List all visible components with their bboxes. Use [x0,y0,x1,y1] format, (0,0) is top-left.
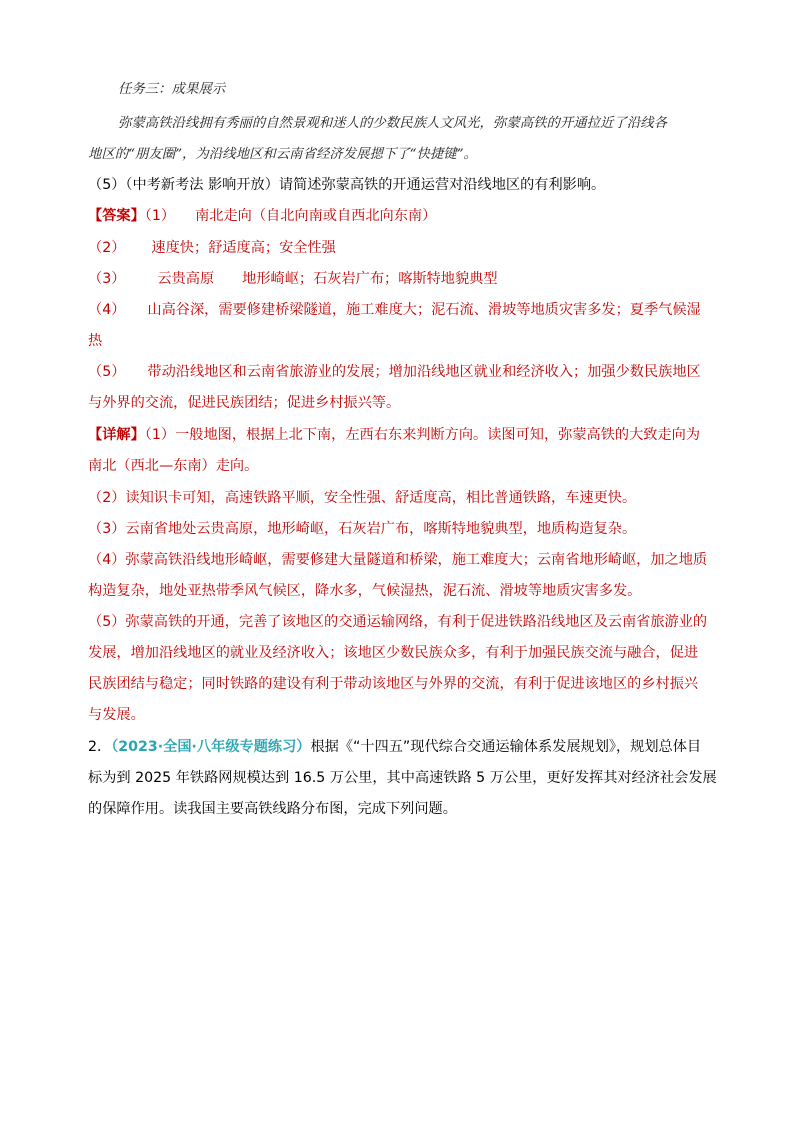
question-2-line-1: 根据《“十四五”现代综合交通运输体系发展规划》，规划总体目 [310,739,702,755]
answer-5-number: （5） [88,364,126,380]
answer-3-text-1: 云贵高原 [157,271,215,287]
question-5 [88,175,605,195]
question-2 [88,737,701,757]
answer-label: 【答案】 [88,208,145,224]
detail-3: （3）云南省地处云贵高原，地形崎岖，石灰岩广布，喀斯特地貌典型，地质构造复杂。 [88,521,637,537]
detail-5-line-2: 发展，增加沿线地区的就业及经济收入；该地区少数民族众多，有利于加强民族交流与融合，促进 [88,645,699,661]
detail-1-line-1: （1）一般地图，根据上北下南，左西右东来判断方向。读图可知，弥蒙高铁的大致走向为 [144,427,701,443]
detail-4-line-1: （4）弥蒙高铁沿线地形崎岖，需要修建大量隧道和桥梁，施工难度大；云南省地形崎岖，加之地质 [88,552,708,568]
question-2-source: （2023·全国·八年级专题练习） [111,739,311,755]
detail-1 [88,425,700,445]
question-2-line-3: 的保障作用。读我国主要高铁线路分布图，完成下列问题。 [88,801,457,817]
answer-5-text-line-1: 带动沿线地区和云南省旅游业的发展；增加沿线地区就业和经济收入；加强少数民族地区 [147,364,701,380]
question-2-number: 2． [88,739,112,755]
task-paragraph-line-2: 地区的“朋友圈”，为沿线地区和云南省经济发展摁下了“快捷键”。 [88,147,477,162]
task-heading: 任务三：成果展示 [118,82,226,97]
detail-2: （2）读知识卡可知，高速铁路平顺，安全性强、舒适度高，相比普通铁路，车速更快。 [88,490,637,506]
answer-1 [88,206,436,226]
answer-3 [88,269,498,289]
answer-1-number: （1） [144,208,176,224]
answer-2-text: 速度快；舒适度高；安全性强 [151,240,336,256]
detail-label: 【详解】 [88,427,145,443]
detail-5-line-3: 民族团结与稳定；同时铁路的建设有利于带动该地区与外界的交流，有利于促进该地区的乡村振兴 [88,676,699,692]
detail-4-line-2: 构造复杂，地处亚热带季风气候区，降水多，气候湿热，泥石流、滑坡等地质灾害多发。 [88,583,642,599]
task-paragraph-line-1: 弥蒙高铁沿线拥有秀丽的自然景观和迷人的少数民族人文风光，弥蒙高铁的开通拉近了沿线各 [118,116,668,131]
answer-4 [88,300,701,320]
question-5-tag: （中考新考法 影响开放） [125,177,279,193]
answer-2-number: （2） [88,240,126,256]
detail-5-line-1: （5）弥蒙高铁的开通，完善了该地区的交通运输网络，有利于促进铁路沿线地区及云南省旅游业的 [88,614,708,630]
answer-5 [88,362,701,382]
answer-4-number: （4） [88,302,126,318]
answer-3-text-2: 地形崎岖；石灰岩广布；喀斯特地貌典型 [242,271,498,287]
answer-4-line-2: 热 [88,333,103,349]
detail-1-line-2: 南北（西北—东南）走向。 [88,458,259,474]
answer-4-text-line-1: 山高谷深，需要修建桥梁隧道，施工难度大；泥石流、滑坡等地质灾害多发；夏季气候湿 [147,302,701,318]
answer-1-text: 南北走向（自北向南或自西北向东南） [195,208,437,224]
answer-3-number: （3） [88,271,126,287]
answer-5-line-2: 与外界的交流，促进民族团结；促进乡村振兴等。 [88,395,401,411]
answer-2 [88,238,336,258]
question-5-number: （5） [88,177,126,193]
question-2-line-2: 标为到 2025 年铁路网规模达到 16.5 万公里，其中高速铁路 5 万公里，更好发挥其对经济社会发展 [88,770,717,786]
question-5-text: 请简述弥蒙高铁的开通运营对沿线地区的有利影响。 [278,177,606,193]
detail-5-line-4: 与发展。 [88,707,145,723]
